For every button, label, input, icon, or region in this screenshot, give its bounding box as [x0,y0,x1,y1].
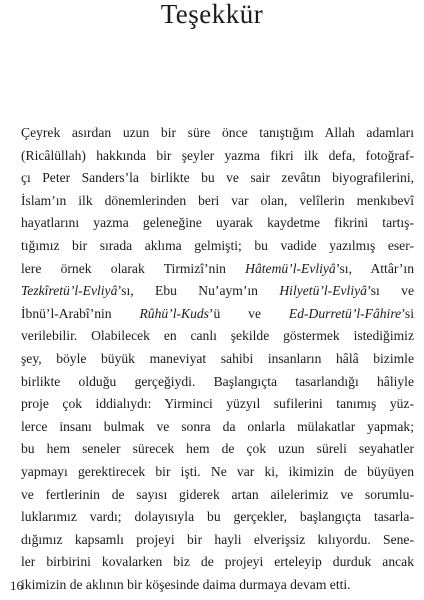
text-line [21,167,414,190]
text-run: İbnü’l-Arabî’nin [21,305,140,321]
italic-title: Hilyetü’l-Evliyâ [279,283,367,299]
text-line [21,461,414,484]
text-run: ’sı ve [366,283,415,299]
text-run: ikimizin de aklının bir köşesinde daima durmaya devam etti. [21,576,351,592]
text-line [21,416,414,439]
text-run: lerce insanı bulmak ve sonra da onlarla mülakatlar yapmak; [21,418,414,434]
text-line [21,551,414,574]
text-line [21,212,414,235]
text-run: hayatlarını yazma geleneğine uyarak kaydetme fikrini tartış- [21,215,414,231]
text-run: dığımız kapsamlı projeyi bir hayli elverişsiz kılıyordu. Sene- [21,531,414,547]
body-paragraph [21,122,414,596]
page-title: Teşekkür [160,0,264,29]
text-line [21,303,414,326]
text-run: verilebilir. Olabilecek en canlı şekilde göstermek istediğimiz [21,328,414,344]
text-run: ler birbirini kovalarken biz de projeyi erteleyip durduk ancak [21,554,414,570]
italic-title: Tezkîretü’l-Evliyâ [21,283,118,299]
text-line [21,280,414,303]
italic-title: Hâtemü’l-Evliyâ [245,260,336,276]
text-line [21,371,414,394]
text-run: İslam’ın ilk dönemlerinden beri var olan, velîlerin menkıbevî [21,192,414,208]
italic-title: Rûhü’l-Kuds [139,305,209,321]
text-run: çı Peter Sanders’la birlikte bu ve sair zevâtın biyografilerini, [21,170,414,186]
text-line [21,145,414,168]
text-run: (Ricâlüllah) hakkında bir şeyler yazma fikri ilk defa, fotoğraf- [21,147,414,163]
text-run: bu hem seneler sürecek hem de çok uzun süreli seyahatler [21,441,414,457]
page-number: 16 [10,578,23,593]
text-run: Çeyrek asırdan uzun bir süre önce tanıştığım Allah adamları [21,125,414,140]
text-line [21,393,414,416]
text-run: ve fertlerinin de sayısı giderek artan ailelerimiz ve sorumlu- [21,486,414,502]
text-line [21,122,414,145]
text-line [21,438,414,461]
text-run: birlikte olduğu gerçeğiydi. Başlangıçta tasarlandığı hâliyle [21,373,414,389]
text-run: şey, böyle büyük maneviyat sahibi insanların hâlâ bizimle [21,350,414,366]
text-run: proje çok iddialıydı: Yirminci yüzyıl sufilerini tanımış yüz- [21,396,414,412]
text-run: ’ü ve [208,305,289,321]
text-run: ’si [401,305,414,321]
text-line [21,258,414,281]
text-line [21,574,414,597]
text-line [21,348,414,371]
text-run: tığımız bir sırada aklıma gelmişti; bu vadide yazılmış eser- [21,237,414,253]
text-line [21,529,414,552]
text-line [21,325,414,348]
text-line [21,190,414,213]
italic-title: Ed-Durretü’l-Fâhire [288,305,402,321]
text-run: luklarımız vardı; dolayısıyla bu gerçekler, başlangıçta tasarla- [21,509,414,525]
text-run: ’sı, Ebu Nu’aym’ın [117,283,280,299]
text-line [21,484,414,507]
text-line [21,235,414,258]
text-run: ’sı, Attâr’ın [335,260,414,276]
text-line [21,506,414,529]
text-run: yapmayı gerektirecek bir işti. Ne var ki, ikimizin de büyüyen [21,463,414,479]
text-run: lere örnek olarak Tirmizî’nin [21,260,246,276]
